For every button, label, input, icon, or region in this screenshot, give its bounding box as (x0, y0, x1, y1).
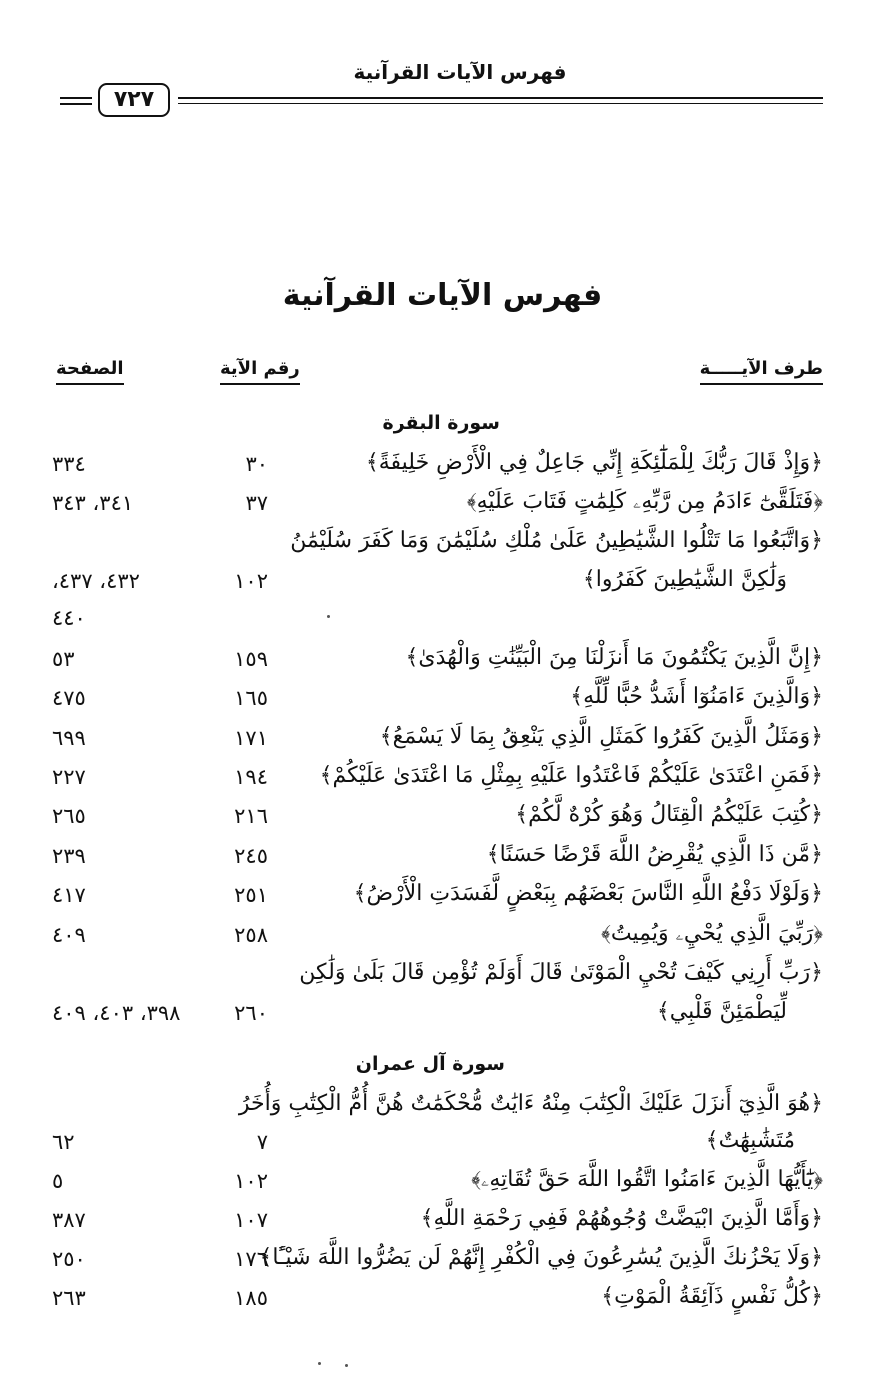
verse-text: ﴿كُلُّ نَفْسٍ ذَآئِقَةُ الْمَوْتِ﴾ (601, 1284, 823, 1309)
page-refs: ٢٣٩ (52, 844, 86, 868)
ayah-number: ١٠٧ (234, 1208, 268, 1232)
header-rule-right (178, 97, 823, 99)
ayah-number: ١٧٦ (234, 1247, 268, 1271)
scan-speck (345, 1364, 348, 1367)
verse-text: ﴿وَإِذْ قَالَ رَبُّكَ لِلْمَلَٰٓئِكَةِ إِنِّي جَاعِلٌ فِي الْأَرْضِ خَلِيفَةً﴾ (365, 450, 823, 475)
ayah-number: ٣٠ (245, 452, 268, 476)
header-rule-left-2 (60, 103, 92, 105)
ayah-number: ٢٥٨ (234, 923, 268, 947)
page-refs: ٤٣٢، ٤٣٧، (52, 569, 140, 593)
scan-speck (327, 615, 330, 618)
ayah-number: ٢٦٠ (234, 1001, 268, 1025)
page-refs: ٣٨٧ (52, 1208, 86, 1232)
column-header-page: الصفحة (56, 358, 124, 385)
ayah-number: ٢١٦ (234, 804, 268, 828)
verse-text: ﴿يَٰٓأَيُّهَا الَّذِينَ ءَامَنُوا اتَّقُوا اللَّهَ حَقَّ تُقَاتِهِۦ﴾ (471, 1167, 823, 1192)
header-rule-left (60, 97, 92, 99)
page-refs: ٥ (52, 1169, 64, 1193)
page-refs: ٣٩٨، ٤٠٣، ٤٠٩ (52, 1001, 181, 1025)
page-refs: ٥٣ (52, 647, 75, 671)
page-refs: ٣٣٤ (52, 452, 86, 476)
verse-text: ﴿وَأَمَّا الَّذِينَ ابْيَضَّتْ وُجُوهُهُمْ فَفِي رَحْمَةِ اللَّهِ﴾ (420, 1206, 823, 1231)
verse-text: ﴿وَلَوْلَا دَفْعُ اللَّهِ النَّاسَ بَعْضَهُم بِبَعْضٍ لَّفَسَدَتِ الْأَرْضُ﴾ (353, 881, 823, 906)
ayah-number: ٧ (256, 1130, 268, 1154)
ayah-number: ١٠٢ (234, 569, 268, 593)
verse-text-continued: وَلَٰكِنَّ الشَّيَٰطِينَ كَفَرُوا﴾ (582, 567, 787, 592)
column-header-ayah-number: رقم الآية (220, 358, 300, 385)
surah-heading: سورة آل عمران (355, 1053, 505, 1075)
scan-speck (318, 1362, 321, 1365)
column-header-verse: طرف الآيـــــة (700, 358, 823, 385)
ayah-number: ١٩٤ (234, 765, 268, 789)
ayah-number: ٢٤٥ (234, 844, 268, 868)
verse-text: ﴿فَتَلَقَّىٰٓ ءَادَمُ مِن رَّبِّهِۦ كَلِمَٰتٍ فَتَابَ عَلَيْهِ﴾ (466, 489, 823, 514)
page-refs: ٢٦٣ (52, 1286, 86, 1310)
verse-text-continued: لِّيَطْمَئِنَّ قَلْبِي﴾ (656, 999, 787, 1024)
verse-text: ﴿وَالَّذِينَ ءَامَنُوٓا أَشَدُّ حُبًّا لِّلَّهِ﴾ (570, 684, 823, 709)
ayah-number: ١٥٩ (234, 647, 268, 671)
verse-text: ﴿إِنَّ الَّذِينَ يَكْتُمُونَ مَا أَنزَلْنَا مِنَ الْبَيِّنَٰتِ وَالْهُدَىٰ﴾ (405, 645, 823, 670)
header-rule-right-2 (178, 103, 823, 104)
page-refs: ٤٠٩ (52, 923, 86, 947)
verse-text: ﴿فَمَنِ اعْتَدَىٰ عَلَيْكُمْ فَاعْتَدُوا عَلَيْهِ بِمِثْلِ مَا اعْتَدَىٰ عَلَيْكُمْ﴾ (319, 763, 823, 788)
page-refs: ٢٦٥ (52, 804, 86, 828)
verse-text: ﴿وَلَا يَحْزُنكَ الَّذِينَ يُسَٰرِعُونَ فِي الْكُفْرِ إِنَّهُمْ لَن يَضُرُّوا اللَّهَ شَيْـًٔا﴾ (259, 1245, 823, 1270)
ayah-number: ٣٧ (245, 491, 268, 515)
page-number: ٧٢٧ (98, 83, 170, 117)
page-refs: ٦٩٩ (52, 726, 86, 750)
ayah-number: ١٨٥ (234, 1286, 268, 1310)
ayah-number: ١٦٥ (234, 686, 268, 710)
ayah-number: ١٧١ (234, 726, 268, 750)
page-title: فهرس الآيات القرآنية (282, 278, 603, 313)
verse-text: ﴿رَبِّ أَرِنِي كَيْفَ تُحْيِ الْمَوْتَىٰ قَالَ أَوَلَمْ تُؤْمِن قَالَ بَلَىٰ وَلَٰكِن (299, 960, 823, 985)
page-refs: ٢٢٧ (52, 765, 86, 789)
verse-text-continued: مُتَشَٰبِهَٰتٌ﴾ (705, 1128, 795, 1153)
page-refs: ٤٧٥ (52, 686, 86, 710)
page-refs: ٤١٧ (52, 883, 86, 907)
ayah-number: ٢٥١ (234, 883, 268, 907)
page-refs: ٦٢ (52, 1130, 75, 1154)
verse-text: ﴿وَاتَّبَعُوا مَا تَتْلُوا الشَّيَٰطِينُ عَلَىٰ مُلْكِ سُلَيْمَٰنَ وَمَا كَفَرَ سُلَيْمَٰنُ (290, 528, 823, 553)
verse-text: ﴿رَبِّيَ الَّذِي يُحْيِۦ وَيُمِيتُ﴾ (601, 921, 823, 946)
verse-text: ﴿هُوَ الَّذِيٓ أَنزَلَ عَلَيْكَ الْكِتَٰبَ مِنْهُ ءَايَٰتٌ مُّحْكَمَٰتٌ هُنَّ أُمُّ الْكِتَٰبِ وَأُخَرُ (238, 1091, 823, 1116)
running-title: فهرس الآيات القرآنية (353, 60, 567, 84)
verse-text: ﴿وَمَثَلُ الَّذِينَ كَفَرُوا كَمَثَلِ الَّذِي يَنْعِقُ بِمَا لَا يَسْمَعُ﴾ (379, 724, 823, 749)
page-refs: ٢٥٠ (52, 1247, 86, 1271)
surah-heading: سورة البقرة (382, 412, 500, 434)
page-refs-continued: ٤٤٠ (52, 606, 86, 630)
page-refs: ٣٤١، ٣٤٣ (52, 491, 134, 515)
verse-text: ﴿مَّن ذَا الَّذِي يُقْرِضُ اللَّهَ قَرْضًا حَسَنًا﴾ (486, 842, 823, 867)
verse-text: ﴿كُتِبَ عَلَيْكُمُ الْقِتَالُ وَهُوَ كُرْهٌ لَّكُمْ﴾ (515, 802, 823, 827)
ayah-number: ١٠٢ (234, 1169, 268, 1193)
